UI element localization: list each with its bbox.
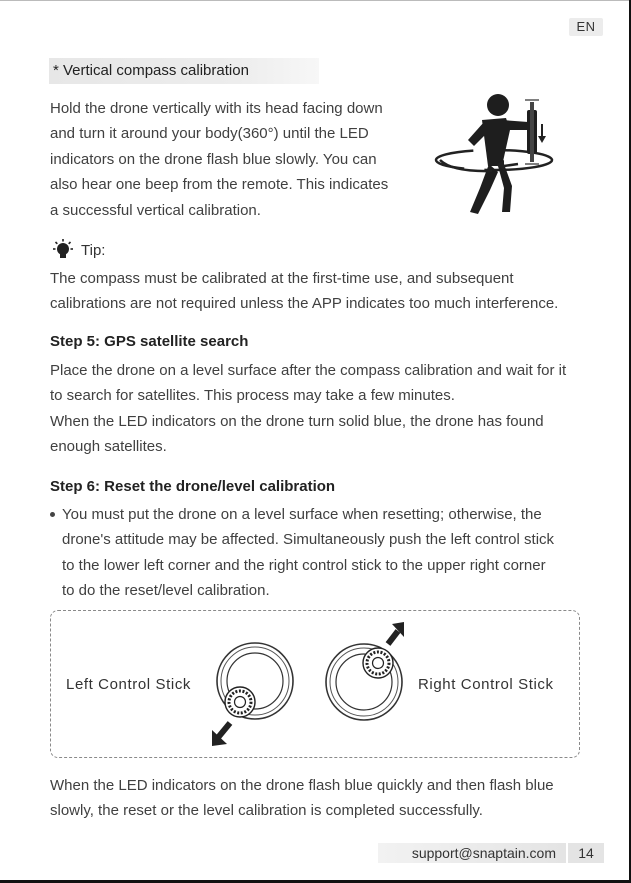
- text-line: drone's attitude may be affected. Simultaneously push the left control stick: [62, 531, 555, 549]
- text-line: slowly, the reset or the level calibration is completed successfully.: [50, 802, 483, 820]
- text-line: Place the drone on a level surface after the compass calibration and wait for it: [50, 362, 567, 379]
- left-stick-label: Left Control Stick: [66, 676, 192, 693]
- text-line: to the lower left corner and the right control stick to the upper right corner: [62, 556, 546, 574]
- final-text: [50, 773, 610, 824]
- section-title: * Vertical compass calibration: [49, 58, 319, 84]
- step5-heading: Step 5: GPS satellite search: [50, 333, 249, 350]
- text-line: a successful vertical calibration.: [50, 201, 261, 219]
- text-line: The compass must be calibrated at the first-time use, and subsequent: [50, 270, 514, 287]
- text-line: When the LED indicators on the drone flash blue quickly and then flash blue: [50, 777, 554, 794]
- step6-bullet-text: [62, 502, 590, 604]
- text-line: to search for satellites. This process may take a few minutes.: [50, 387, 455, 405]
- arrow-up-right-icon: [388, 622, 404, 644]
- page-number: 14: [568, 843, 604, 863]
- vertical-calibration-text: [50, 96, 410, 223]
- tip-text: [50, 266, 610, 317]
- text-line: You must put the drone on a level surface when resetting; otherwise, the: [62, 506, 542, 523]
- text-line: calibrations are not required unless the APP indicates too much interference.: [50, 295, 559, 313]
- right-stick-label: Right Control Stick: [418, 676, 554, 693]
- text-line: indicators on the drone flash blue slowly. You can: [50, 150, 377, 168]
- step5-text: [50, 358, 610, 460]
- text-line: and turn it around your body(360°) until the LED: [50, 125, 369, 143]
- step6-heading: Step 6: Reset the drone/level calibration: [50, 478, 336, 495]
- right-stick-illustration: [320, 620, 430, 732]
- bullet-dot: [50, 512, 55, 517]
- text-line: also hear one beep from the remote. This indicates: [50, 176, 389, 194]
- page-top-border: [0, 0, 631, 1]
- lightbulb-icon: [50, 239, 76, 261]
- text-line: to do the reset/level calibration.: [62, 582, 270, 600]
- arrow-down-left-icon: [212, 723, 230, 746]
- left-stick-illustration: [208, 640, 308, 750]
- text-line: When the LED indicators on the drone turn solid blue, the drone has found: [50, 412, 544, 430]
- text-line: Hold the drone vertically with its head facing down: [50, 100, 383, 117]
- language-badge: EN: [569, 18, 603, 36]
- support-email: support@snaptain.com: [378, 843, 566, 863]
- tip-label: Tip:: [81, 242, 106, 259]
- step6-bullet: [50, 502, 590, 604]
- text-line: enough satellites.: [50, 438, 167, 456]
- person-rotating-drone-illustration: [432, 88, 562, 218]
